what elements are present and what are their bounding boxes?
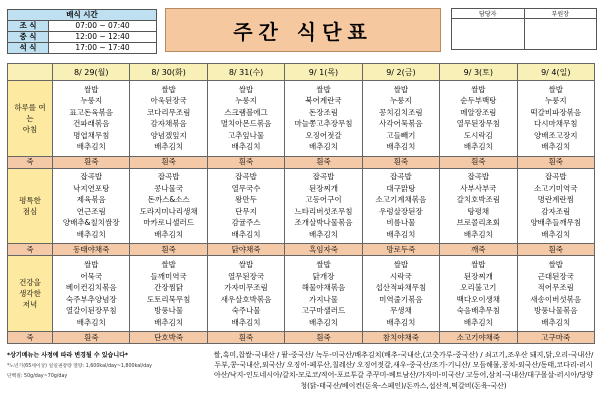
porridge-label: 죽 <box>8 244 53 256</box>
menu-item: 고등어구이 <box>305 195 342 205</box>
menu-item: 단무지 <box>235 206 257 216</box>
menu-item: 열무된장무침 <box>456 119 501 129</box>
menu-item: 쌀밥 <box>393 260 409 270</box>
lunch-porridge-cell: 흰죽 <box>130 244 207 256</box>
sign-officer-box[interactable] <box>452 19 525 50</box>
menu-item: 갈치호박조림 <box>456 195 501 205</box>
menu-item: 배추김치 <box>541 317 571 327</box>
lunch-menu-cell <box>362 168 439 244</box>
menu-item: 쌀밥 <box>83 84 99 94</box>
menu-item: 소고기미역국 <box>534 183 578 193</box>
menu-item: 근대된장국 <box>537 271 574 281</box>
menu-item: 느타리버섯조무침 <box>294 206 353 216</box>
lunch-menu-cell <box>130 168 207 244</box>
menu-item: 무생채 <box>390 306 412 316</box>
menu-change-note: *상기메뉴는 사정에 따라 변경될 수 있습니다* <box>7 352 129 359</box>
menu-item: 베이컨김치볶음 <box>65 283 117 293</box>
breakfast-menu-cell <box>130 81 207 157</box>
menu-item: 표고돈육볶음 <box>69 107 113 117</box>
menu-item: 돈장조림 <box>308 107 338 117</box>
menu-item: 양배추들깨무침 <box>530 218 582 228</box>
menu-item: 배추김치 <box>541 142 571 152</box>
menu-item: 누룽지 <box>235 96 257 106</box>
breakfast-label-line: 는 <box>26 113 34 123</box>
breakfast-label-line: 하루를 여 <box>14 102 46 112</box>
calorie-note: *노년기(65세이상) 일일권장량 열량: 1,600kal/day~1,800kal/day <box>7 364 152 369</box>
menu-item: 들깨미역국 <box>150 271 187 281</box>
header-corner <box>8 64 53 81</box>
dinner-porridge-row <box>8 332 595 344</box>
menu-item: 우렁살장된장 <box>379 206 423 216</box>
menu-item: 왕만두 <box>235 195 257 205</box>
menu-item: 쌀밥 <box>548 260 564 270</box>
menu-item: 양념겠잎지 <box>150 130 187 140</box>
breakfast-menu-cell <box>207 81 284 157</box>
breakfast-menu-cell <box>53 81 130 157</box>
approval-sign-table <box>451 8 597 50</box>
menu-item: 감자조림 <box>541 206 571 216</box>
page-title: 주간 식단표 <box>165 8 441 52</box>
menu-item: 새우살호박볶음 <box>220 294 272 304</box>
menu-item: 꽁치김치조림 <box>379 107 423 117</box>
lunch-label-line: 점심 <box>22 206 38 216</box>
menu-item: 마카로니샐러드 <box>143 218 194 228</box>
menu-item: 탕평채 <box>467 206 490 216</box>
menu-item: 누룽지 <box>544 96 567 106</box>
sign-officer-label: 담당자 <box>452 9 525 19</box>
menu-item: 아욱된장국 <box>150 96 187 106</box>
menu-item: 숙주부추양념장 <box>65 294 117 304</box>
dinner-menu-cell <box>130 256 207 332</box>
lunch-menu-cell <box>517 168 594 244</box>
menu-item: 잡곡밥 <box>312 172 335 182</box>
dinner-porridge-cell: 소고기야채죽 <box>440 332 517 344</box>
menu-item: 배추김치 <box>231 317 261 327</box>
menu-item: 배추김치 <box>308 317 338 327</box>
sign-director-label: 부원장 <box>524 9 597 19</box>
breakfast-row <box>8 81 595 157</box>
menu-item: 건파래볶음 <box>73 119 110 129</box>
menu-item: 배추김치 <box>308 142 338 152</box>
menu-item: 열갈이된장무침 <box>65 306 117 316</box>
meal-time-label: 석 식 <box>8 43 49 54</box>
menu-item: 오리불고기 <box>460 283 497 293</box>
menu-item: 배추김치 <box>386 142 416 152</box>
dinner-porridge-cell: 고구마죽 <box>517 332 594 344</box>
dinner-porridge-cell: 단호박죽 <box>130 332 207 344</box>
menu-item: 멸치아몬드볶음 <box>220 119 272 129</box>
menu-item: 고들빼기 <box>386 130 416 140</box>
lunch-porridge-cell: 망로두죽 <box>362 244 439 256</box>
menu-item: 쌀밥 <box>238 84 254 94</box>
menu-item: 배추김치 <box>231 142 261 152</box>
lunch-porridge-cell: 흰죽 <box>517 244 594 256</box>
menu-item: 쌀밥 <box>548 84 564 94</box>
menu-item: 쌀밥 <box>316 84 331 94</box>
menu-item: 순두부백탕 <box>460 96 497 106</box>
menu-item: 열무된장국 <box>227 271 265 281</box>
breakfast-menu-cell <box>362 81 439 157</box>
dinner-label-line: 생각한 <box>19 289 41 299</box>
lunch-porridge-cell: 동태야채죽 <box>53 244 130 256</box>
date-header: 9/ 4(일) <box>517 64 594 81</box>
menu-item: 대구맑탕 <box>386 183 416 193</box>
menu-item: 소고기계채볶음 <box>375 195 427 205</box>
menu-item: 조개살박나물볶음 <box>294 218 353 228</box>
breakfast-porridge-cell: 흰죽 <box>517 156 594 168</box>
menu-item: 명란계란찜 <box>537 195 574 205</box>
menu-item: 간장찜닭 <box>154 283 184 293</box>
menu-item: 양배추&칠치쌈장 <box>62 218 120 228</box>
breakfast-porridge-cell: 흰죽 <box>362 156 439 168</box>
menu-item: 사부사부국 <box>460 183 497 193</box>
menu-item: 배추김치 <box>308 229 338 239</box>
menu-item: 배추김치 <box>386 229 416 239</box>
menu-item: 누룽지 <box>390 96 412 106</box>
date-header: 8/ 31(수) <box>207 64 284 81</box>
menu-item: 콩나물국 <box>154 183 184 193</box>
lunch-porridge-cell: 흑임자죽 <box>285 244 362 256</box>
menu-item: 배추김치 <box>463 142 493 152</box>
menu-item: 명엽채무침 <box>73 130 110 140</box>
menu-item: 사각어묵볶음 <box>379 119 423 129</box>
dinner-row <box>8 256 595 332</box>
menu-item: 쌀밥 <box>471 84 486 94</box>
breakfast-label-line: 아침 <box>22 124 38 134</box>
meal-time-row <box>8 43 157 54</box>
menu-item: 백다오이생채 <box>456 294 501 304</box>
menu-item: 잡곡밥 <box>80 172 103 182</box>
menu-item: 가자미무조림 <box>224 283 268 293</box>
sign-director-box[interactable] <box>524 19 597 50</box>
meal-time-header: 배식 시간 <box>8 10 157 21</box>
menu-item: 도토리묵무침 <box>146 294 191 304</box>
menu-item: 잡곡밥 <box>467 172 490 182</box>
menu-item: 방풍나물볶음 <box>534 306 578 316</box>
lunch-porridge-row <box>8 244 595 256</box>
lunch-label-line: 평특한 <box>19 195 41 205</box>
menu-item: 연근조림 <box>76 206 106 216</box>
menu-item: 시락국 <box>390 271 412 281</box>
menu-item: 떡갈비파장볶음 <box>530 107 582 117</box>
menu-item: 양배조고장지 <box>534 130 578 140</box>
lunch-porridge-cell: 닭야채죽 <box>207 244 284 256</box>
porridge-label: 죽 <box>8 156 53 168</box>
menu-item: 쌀밥 <box>161 260 176 270</box>
lunch-menu-cell <box>285 168 362 244</box>
lunch-menu-cell <box>440 168 517 244</box>
menu-item: 도시락김 <box>463 130 493 140</box>
menu-item: 닭개장 <box>312 271 335 281</box>
menu-item: 배추김치 <box>463 229 493 239</box>
menu-item: 새송이버섯볶음 <box>530 294 582 304</box>
dinner-menu-cell <box>362 256 439 332</box>
menu-item: 가지나물 <box>308 294 338 304</box>
menu-item: 배추김치 <box>231 229 261 239</box>
menu-item: 코다리무조림 <box>146 107 191 117</box>
menu-item: 방풍나물 <box>154 306 184 316</box>
menu-item: 브로콜리초회 <box>456 218 501 228</box>
dinner-porridge-cell: 참치야채죽 <box>362 332 439 344</box>
lunch-label <box>8 168 53 244</box>
lunch-menu-cell <box>53 168 130 244</box>
breakfast-porridge-row <box>8 156 595 168</box>
menu-item: 숙음배추무침 <box>456 306 501 316</box>
menu-item: 스크램블에그 <box>224 107 268 117</box>
menu-item: 돈까스&소스 <box>147 195 190 205</box>
menu-item: 적어무조림 <box>537 283 574 293</box>
menu-item: 고추잎나물 <box>227 130 265 140</box>
breakfast-menu-cell <box>517 81 594 157</box>
breakfast-porridge-cell: 흰죽 <box>130 156 207 168</box>
protein-note: 단백질: 50g/day~70g/day <box>7 374 68 379</box>
menu-item: 배추김치 <box>154 317 184 327</box>
breakfast-porridge-cell: 흰죽 <box>285 156 362 168</box>
menu-item: 열무국수 <box>231 183 261 193</box>
menu-item: 감자채볶음 <box>150 119 187 129</box>
dinner-porridge-cell: 흰죽 <box>285 332 362 344</box>
notes-section <box>7 352 207 414</box>
menu-item: 쌀밥 <box>83 260 99 270</box>
menu-item: 해물야채볶음 <box>301 283 346 293</box>
lunch-porridge-cell: 깨죽 <box>440 244 517 256</box>
menu-item: 비름나물 <box>386 218 416 228</box>
menu-item: 감귤주스 <box>231 218 261 228</box>
lunch-menu-cell <box>207 168 284 244</box>
menu-item: 북어계란국 <box>305 96 342 106</box>
origin-info: 쌀,흑미,찹쌀-국내산 / 팥-중국산/ 녹두-미국산/배추김치(배추-국내산,(고춧가루-중국산) / 쇠고기,조우산 돼지,닭,오리-국내산/두부,콩-국내산,외국산/ 오징어-페루산,칠레산/ 오징어젓갈,새우-중국산/조기-기니산/ 모듬해물,꽁치-외국산/동태,코다리-러시아산/낙지-인도네시아/갈치-모로코/적어-포르투갈 주꾸미-베트남산/가자미-미국산/ 고등어,삼치-국내산/대구몰살-러시아/당양청(닭-태국산/베이컨(돈육-스페인)/돈까스,섭산적,떡갈비(돈육-국산) <box>213 351 594 390</box>
menu-item: 된장찌개 <box>463 271 493 281</box>
menu-item: 고구마샐러드 <box>301 306 346 316</box>
menu-item: 다시마채무침 <box>534 119 578 129</box>
dinner-label-line: 건강을 <box>19 278 41 288</box>
menu-item: 쌀밥 <box>471 260 486 270</box>
meal-time-row <box>8 32 157 43</box>
menu-item: 어묵국 <box>80 271 103 281</box>
meal-time-row <box>8 21 157 32</box>
menu-item: 배추김치 <box>76 229 106 239</box>
breakfast-porridge-cell: 흰죽 <box>440 156 517 168</box>
dinner-menu-cell <box>285 256 362 332</box>
menu-item: 배추김치 <box>76 317 106 327</box>
dinner-label-line: 저녁 <box>22 300 38 310</box>
menu-item: 잡곡밥 <box>157 172 180 182</box>
dinner-menu-cell <box>53 256 130 332</box>
menu-item: 잡곡밥 <box>390 172 412 182</box>
meal-time-label: 조 식 <box>8 21 49 32</box>
weekly-menu-table <box>7 63 595 344</box>
breakfast-menu-cell <box>285 81 362 157</box>
menu-item: 도라지미나리생채 <box>139 206 198 216</box>
porridge-label: 죽 <box>8 332 53 344</box>
dinner-porridge-cell: 흰죽 <box>53 332 130 344</box>
menu-item: 배추김치 <box>154 142 184 152</box>
breakfast-porridge-cell: 흰죽 <box>53 156 130 168</box>
menu-item: 배추김치 <box>463 317 493 327</box>
date-header: 8/ 29(월) <box>53 64 130 81</box>
menu-item: 잡곡밥 <box>235 172 257 182</box>
menu-item: 배추김치 <box>154 229 184 239</box>
menu-item: 배추김치 <box>541 229 571 239</box>
breakfast-label <box>8 81 53 157</box>
menu-item: 메알장조림 <box>460 107 497 117</box>
menu-item: 잡곡밥 <box>544 172 567 182</box>
menu-item: 낙지연포탕 <box>73 183 110 193</box>
menu-item: 미역줄기볶음 <box>379 294 423 304</box>
date-header: 9/ 2(금) <box>362 64 439 81</box>
menu-item: 된장찌개 <box>308 183 338 193</box>
breakfast-porridge-cell: 흰죽 <box>207 156 284 168</box>
menu-item: 마늘쫑고추장무침 <box>294 119 353 129</box>
menu-item: 쌀밥 <box>393 84 409 94</box>
meal-time-table <box>7 9 157 54</box>
menu-item: 배추김치 <box>386 317 416 327</box>
date-header: 8/ 30(화) <box>130 64 207 81</box>
dinner-menu-cell <box>517 256 594 332</box>
meal-time-value: 07:00 ~ 07:40 <box>49 21 157 32</box>
dinner-menu-cell <box>440 256 517 332</box>
menu-item: 쌀밥 <box>238 260 254 270</box>
dinner-label <box>8 256 53 332</box>
meal-time-value: 17:00 ~ 17:40 <box>49 43 157 54</box>
dinner-menu-cell <box>207 256 284 332</box>
dinner-porridge-cell: 흰죽 <box>207 332 284 344</box>
menu-item: 섭산적파채무침 <box>375 283 427 293</box>
menu-item: 배추김치 <box>76 142 106 152</box>
date-header: 9/ 3(토) <box>440 64 517 81</box>
meal-time-value: 12:00 ~ 12:40 <box>49 32 157 43</box>
menu-item: 쌀밥 <box>161 84 176 94</box>
menu-item: 제육볶음 <box>76 195 106 205</box>
date-header: 9/ 1(목) <box>285 64 362 81</box>
date-header-row <box>8 64 595 81</box>
meal-time-label: 중 식 <box>8 32 49 43</box>
lunch-row <box>8 168 595 244</box>
menu-item: 쌀밥 <box>316 260 331 270</box>
breakfast-menu-cell <box>440 81 517 157</box>
menu-item: 숙주나물 <box>231 306 261 316</box>
menu-item: 누룽지 <box>80 96 103 106</box>
menu-item: 오징어젓갈 <box>305 130 342 140</box>
